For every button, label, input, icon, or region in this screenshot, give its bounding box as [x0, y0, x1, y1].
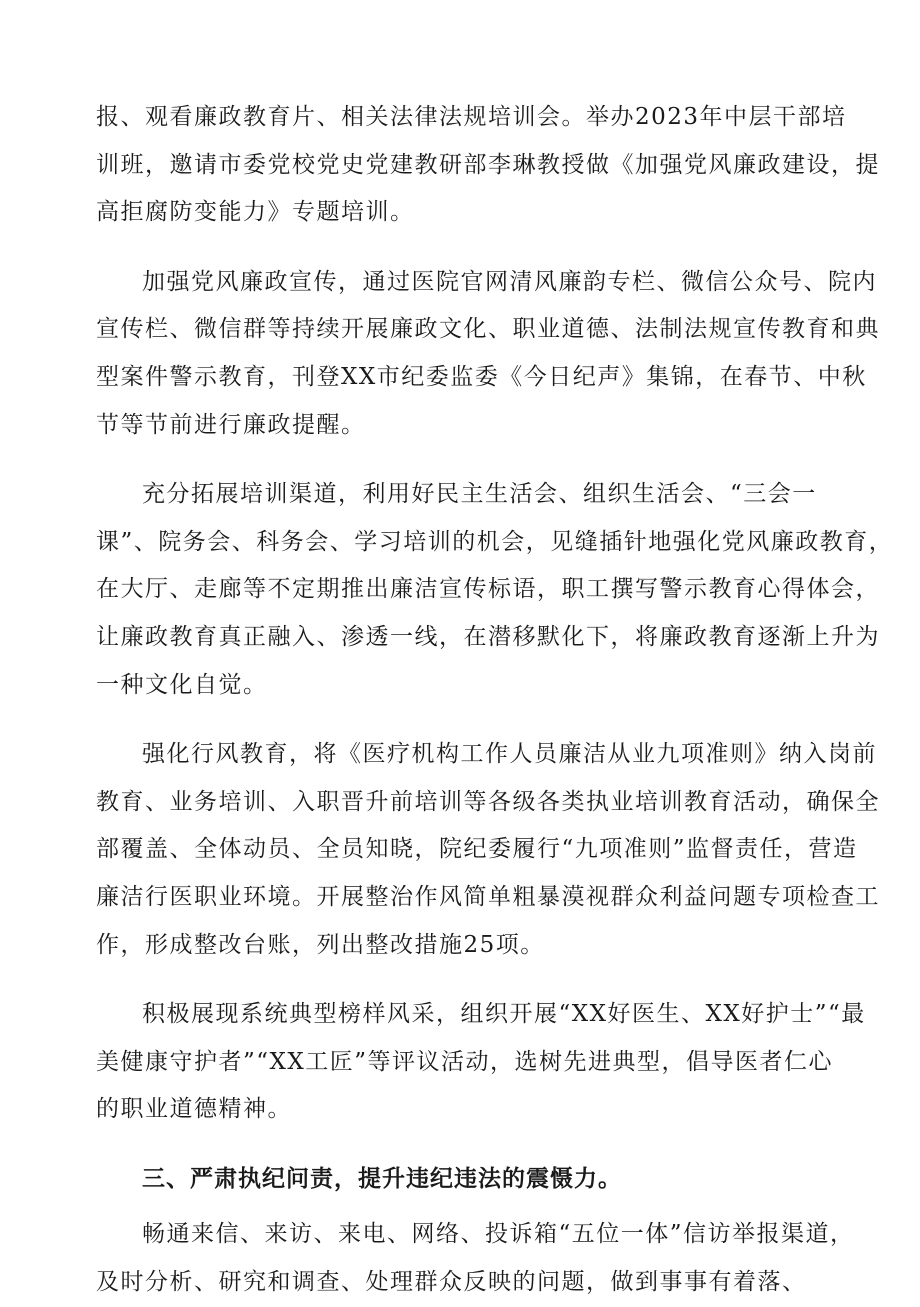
text-line: 教育、业务培训、入职晋升前培训等各级各类执业培训教育活动，确保全 [96, 788, 880, 815]
text-line: 畅通来信、来访、来电、网络、投诉箱“五位一体”信访举报渠道， [142, 1221, 855, 1248]
paragraph [96, 1211, 855, 1306]
text-line: 课”、院务会、科务会、学习培训的机会，见缝插针地强化党风廉政教育， [96, 528, 894, 555]
paragraph [96, 991, 866, 1134]
text-line: 高拒腐防变能力》专题培训。 [96, 199, 415, 226]
text-line: 充分拓展培训渠道，利用好民主生活会、组织生活会、“三会一 [142, 481, 817, 508]
paragraph [96, 731, 880, 969]
text-line: 作，形成整改台账，列出整改措施25项。 [96, 931, 545, 958]
document-page [96, 94, 894, 1307]
text-line: 宣传栏、微信群等持续开展廉政文化、职业道德、法制法规宣传教育和典 [96, 316, 880, 343]
text-line: 的职业道德精神。 [96, 1096, 292, 1123]
text-line: 型案件警示教育，刊登XX市纪委监委《今日纪声》集锦，在春节、中秋 [96, 363, 867, 390]
text-line: 廉洁行医职业环境。开展整治作风简单粗暴漠视群众利益问题专项检查工 [96, 883, 880, 910]
text-line: 一种文化自觉。 [96, 671, 268, 698]
text-line: 美健康守护者”“XX工匠”等评议活动，选树先进典型，倡导医者仁心 [96, 1048, 834, 1075]
text-line: 部覆盖、全体动员、全员知晓，院纪委履行“九项准则”监督责任，营造 [96, 836, 858, 863]
text-line: 积极展现系统典型榜样风采，组织开展“XX好医生、XX好护士”“最 [142, 1001, 866, 1028]
section-heading: 三、严肃执纪问责，提升违纪违法的震慑力。 [142, 1165, 622, 1192]
paragraph [96, 94, 880, 237]
text-line: 训班，邀请市委党校党史党建教研部李琳教授做《加强党风廉政建设，提 [96, 151, 880, 178]
text-line: 加强党风廉政宣传，通过医院官网清风廉韵专栏、微信公众号、院内 [142, 268, 877, 295]
text-line: 在大厅、走廊等不定期推出廉洁宣传标语，职工撰写警示教育心得体会， [96, 576, 880, 603]
text-line: 及时分析、研究和调查、处理群众反映的问题，做到事事有着落、 [96, 1269, 807, 1296]
paragraph [96, 259, 880, 449]
text-line: 强化行风教育，将《医疗机构工作人员廉洁从业九项准则》纳入岗前 [142, 741, 877, 768]
text-line: 让廉政教育真正融入、渗透一线，在潜移默化下，将廉政教育逐渐上升为 [96, 623, 880, 650]
text-line: 节等节前进行廉政提醒。 [96, 411, 366, 438]
text-line: 报、观看廉政教育片、相关法律法规培训会。举办2023年中层干部培 [96, 104, 847, 130]
paragraph [96, 471, 894, 709]
